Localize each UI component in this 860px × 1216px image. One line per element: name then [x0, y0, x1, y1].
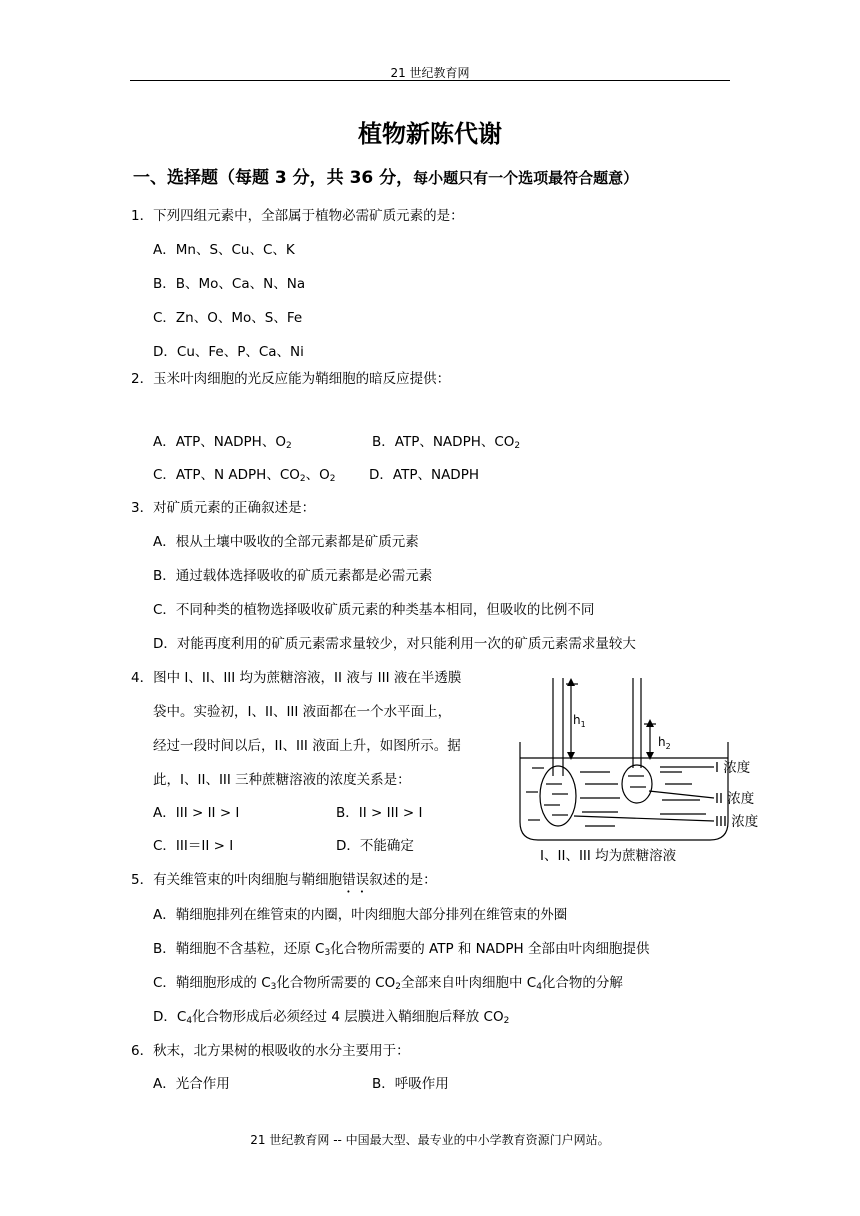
question-5: 5．有关维管束的叶肉细胞与鞘细胞错误叙述的是：: [131, 872, 437, 888]
q3-option-c: C．不同种类的植物选择吸收矿质元素的种类基本相同，但吸收的比例不同: [153, 602, 595, 618]
q4-option-c: C．III＝II > I: [153, 838, 234, 854]
bag-ii: [622, 765, 652, 803]
page-title: 植物新陈代谢: [358, 120, 502, 148]
q4-option-d: D．不能确定: [336, 838, 414, 854]
q3-option-a: A．根从土壤中吸收的全部元素都是矿质元素: [153, 534, 419, 550]
q6-option-b: B．呼吸作用: [372, 1076, 449, 1092]
q2-option-a: A．ATP、NADPH、$O_2$: [153, 434, 292, 451]
question-1: 1．下列四组元素中，全部属于植物必需矿质元素的是：: [131, 208, 464, 224]
q1-option-a: A．Mn、S、Cu、C、K: [153, 242, 295, 258]
q5-option-b: B．鞘细胞不含基粒，还原 $C_3$化合物所需要的 ATP 和 NADPH 全部由叶肉细胞提供: [153, 941, 650, 958]
q6-option-a: A．光合作用: [153, 1076, 230, 1092]
label-concentration-iii: III 浓度: [715, 814, 759, 830]
q4-option-a: A．III > II > I: [153, 805, 240, 821]
section-heading: [133, 163, 638, 188]
bag-iii: [540, 766, 576, 826]
question-6: 6．秋末，北方果树的根吸收的水分主要用于：: [131, 1043, 410, 1059]
label-concentration-i: I 浓度: [715, 760, 751, 776]
q2-option-b: B．ATP、NADPH、$CO_2$: [372, 434, 521, 451]
page-footer: 21 世纪教育网 -- 中国最大型、最专业的中小学教育资源门户网站。: [250, 1133, 610, 1147]
beaker-outline: [520, 742, 728, 840]
osmosis-diagram: [510, 672, 810, 868]
q4-option-b: B．II > III > I: [336, 805, 423, 821]
q2-option-d: D．ATP、NADPH: [369, 467, 479, 483]
figure-caption: I、II、III 均为蔗糖溶液: [540, 848, 677, 864]
question-3: 3．对矿质元素的正确叙述是：: [131, 500, 316, 516]
page-header: 21 世纪教育网: [390, 66, 470, 80]
question-4-line-2: 袋中。实验初，I、II、III 液面都在一个水平面上，: [153, 704, 452, 720]
q5-option-a: A．鞘细胞排列在维管束的内圈，叶肉细胞大部分排列在维管束的外圈: [153, 907, 568, 923]
q5-option-d: D．$C_4$化合物形成后必须经过 4 层膜进入鞘细胞后释放 $CO_2$: [153, 1009, 510, 1026]
q3-option-b: B．通过载体选择吸收的矿质元素都是必需元素: [153, 568, 433, 584]
section-main: 一、选择题（每题 3 分，共 36 分，: [133, 168, 414, 188]
question-4-line-4: 此，I、II、III 三种蔗糖溶液的浓度关系是：: [153, 772, 411, 788]
q3-option-d: D．对能再度利用的矿质元素需求量较少，对只能利用一次的矿质元素需求量较大: [153, 636, 636, 652]
h2-label: $h_2$: [658, 735, 671, 751]
question-4-line-3: 经过一段时间以后，II、III 液面上升，如图所示。据: [153, 738, 461, 754]
q5-option-c: C．鞘细胞形成的 $C_3$化合物所需要的 $CO_2$全部来自叶肉细胞中 $C_4$化合物的分解: [153, 975, 623, 992]
q1-option-d: D．Cu、Fe、P、Ca、Ni: [153, 344, 304, 360]
q2-option-c: C．ATP、N ADPH、$CO_2$、$O_2$: [153, 467, 336, 484]
q1-option-c: C．Zn、O、Mo、S、Fe: [153, 310, 303, 326]
q1-option-b: B．B、Mo、Ca、N、Na: [153, 276, 306, 292]
question-4-line-1: 4．图中 I、II、III 均为蔗糖溶液，II 液与 III 液在半透膜: [131, 670, 462, 686]
h1-label: $h_1$: [573, 713, 586, 729]
section-note: 每小题只有一个选项最符合题意）: [413, 169, 639, 187]
label-concentration-ii: II 浓度: [715, 791, 755, 807]
header-divider: [130, 80, 730, 81]
question-2: 2．玉米叶肉细胞的光反应能为鞘细胞的暗反应提供：: [131, 371, 451, 387]
